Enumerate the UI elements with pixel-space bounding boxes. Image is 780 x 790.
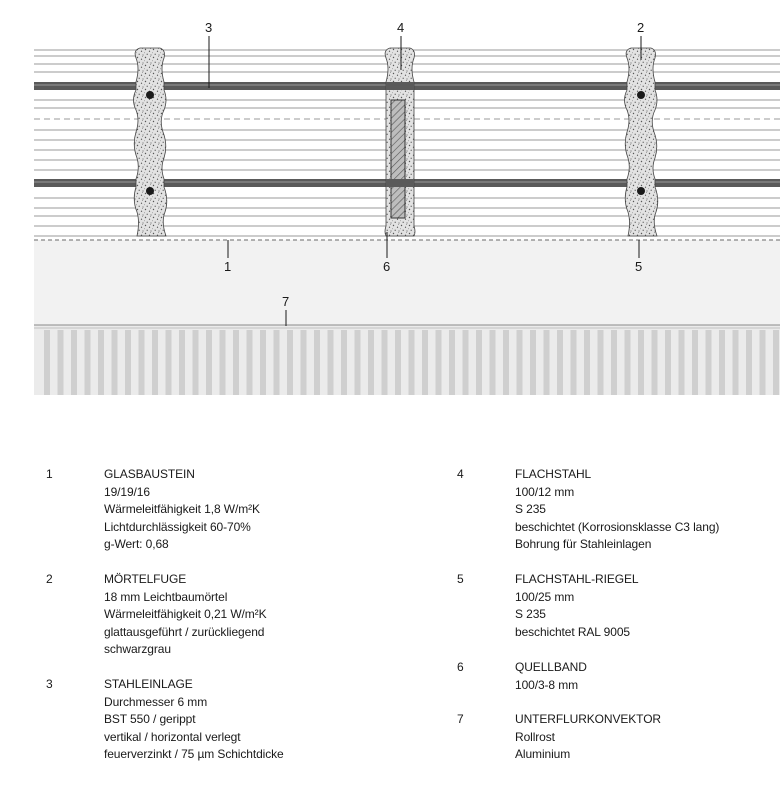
mortar-joint-left: [134, 48, 167, 236]
legend-title: GLASBAUSTEIN: [104, 467, 195, 481]
legend-line: g-Wert: 0,68: [104, 537, 169, 551]
legend-number: 6: [457, 660, 464, 674]
legend-line: 18 mm Leichtbaumörtel: [104, 589, 228, 604]
legend-line: Durchmesser 6 mm: [104, 694, 208, 709]
legend-line: Wärmeleitfähigkeit 0,21 W/m²K: [104, 607, 267, 621]
legend-number: 5: [457, 572, 464, 586]
callout-5: 5: [635, 259, 643, 274]
legend-title: UNTERFLURKONVEKTOR: [515, 712, 661, 726]
legend-line: Lichtdurchlässigkeit 60-70%: [104, 519, 251, 534]
callout-3: 3: [205, 20, 213, 35]
legend-title: FLACHSTAHL-RIEGEL: [515, 572, 639, 586]
legend-line: BST 550 / gerippt: [104, 712, 196, 726]
legend-title: QUELLBAND: [515, 660, 587, 674]
legend-line: vertikal / horizontal verlegt: [104, 729, 241, 744]
legend-line: schwarzgrau: [104, 642, 171, 656]
mortar-joint-right: [625, 48, 658, 236]
legend-number: 1: [46, 467, 53, 481]
legend-line: 100/25 mm: [515, 589, 575, 604]
legend-line: S 235: [515, 607, 546, 621]
legend-line: Aluminium: [515, 747, 571, 761]
legend-line: beschichtet (Korrosionsklasse C3 lang): [515, 519, 720, 534]
floor-slab: [34, 240, 780, 325]
callout-1: 1: [224, 259, 232, 274]
convector-grating: [34, 325, 780, 395]
legend-line: 100/3-8 mm: [515, 677, 579, 692]
legend-line: Bohrung für Stahleinlagen: [515, 537, 652, 551]
legend-title: FLACHSTAHL: [515, 467, 592, 481]
flat-steel: [391, 100, 405, 218]
legend-number: 3: [46, 677, 53, 691]
legend-line: beschichtet RAL 9005: [515, 624, 630, 639]
legend-number: 2: [46, 572, 53, 586]
legend-line: glattausgeführt / zurückliegend: [104, 624, 265, 639]
legend-line: feuerverzinkt / 75 µm Schichtdicke: [104, 747, 284, 761]
legend-title: STAHLEINLAGE: [104, 677, 193, 691]
callout-2: 2: [637, 20, 645, 35]
callout-7: 7: [282, 294, 290, 309]
legend-number: 4: [457, 467, 464, 481]
legend-line: Wärmeleitfähigkeit 1,8 W/m²K: [104, 502, 260, 516]
legend-line: Rollrost: [515, 729, 555, 744]
legend-line: 19/19/16: [104, 484, 150, 499]
legend-line: 100/12 mm: [515, 484, 575, 499]
callout-6: 6: [383, 259, 391, 274]
callout-4: 4: [397, 20, 405, 35]
legend-number: 7: [457, 712, 464, 726]
legend-line: S 235: [515, 502, 546, 516]
legend-title: MÖRTELFUGE: [104, 572, 187, 586]
